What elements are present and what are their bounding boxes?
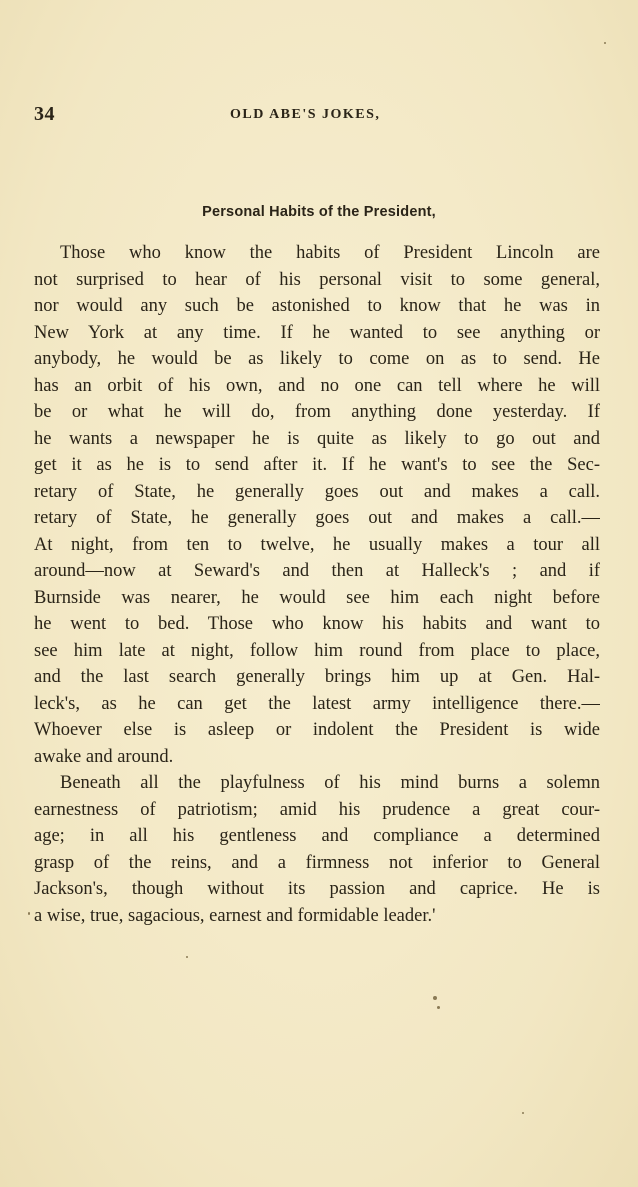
text-line: not surprised to hear of his personal visit to some general,: [34, 269, 600, 290]
running-head: OLD ABE'S JOKES,: [230, 107, 381, 122]
text-line: and the last search generally brings him up at Gen. Hal-: [34, 667, 600, 687]
body-text: [34, 240, 600, 929]
page-header: [34, 103, 604, 129]
text-line: age; in all his gentleness and compliance a determined: [34, 826, 600, 846]
text-line: Beneath all the playfulness of his mind burns a solemn: [60, 773, 600, 793]
text-line: a wise, true, sagacious, earnest and formidable leader.': [34, 905, 436, 926]
text-line: awake and around.: [34, 746, 174, 767]
text-line: earnestness of patriotism; amid his prudence a great cour-: [34, 799, 600, 820]
text-line: Those who know the habits of President Lincoln are: [60, 243, 600, 263]
scan-speck: [433, 996, 437, 1000]
paragraph-2: [34, 770, 600, 929]
scan-speck: [437, 1006, 440, 1009]
scan-speck: [604, 42, 606, 44]
scan-speck: [522, 1112, 524, 1114]
text-line: At night, from ten to twelve, he usually makes a tour all: [34, 534, 600, 555]
text-line: Whoever else is asleep or indolent the President is wide: [34, 720, 600, 740]
page-number: 34: [34, 103, 55, 125]
text-line: New York at any time. If he wanted to see anything or: [34, 322, 600, 343]
scan-speck: [186, 956, 188, 958]
text-line: he wants a newspaper he is quite as likely to go out and: [34, 428, 600, 449]
text-line: anybody, he would be as likely to come on as to send. He: [34, 349, 600, 369]
text-line: Burnside was nearer, he would see him each night before: [34, 587, 600, 608]
text-line: he went to bed. Those who know his habits and want to: [34, 614, 600, 634]
scan-speck: [28, 912, 30, 915]
text-line: grasp of the reins, and a firmness not inferior to General: [34, 852, 600, 873]
text-line: be or what he will do, from anything done yesterday. If: [34, 402, 600, 422]
text-line: leck's, as he can get the latest army intelligence there.—: [34, 693, 600, 714]
paragraph-1: [34, 240, 600, 770]
text-line: nor would any such be astonished to know that he was in: [34, 296, 600, 316]
text-line: get it as he is to send after it. If he want's to see the Sec-: [34, 455, 600, 475]
section-title: Personal Habits of the President,: [202, 204, 436, 220]
text-line: retary of State, he generally goes out and makes a call.: [34, 481, 600, 502]
text-line: has an orbit of his own, and no one can tell where he will: [34, 375, 600, 396]
text-line: around—now at Seward's and then at Halleck's ; and if: [34, 561, 600, 581]
text-line: see him late at night, follow him round from place to place,: [34, 640, 600, 661]
text-line: retary of State, he generally goes out and makes a call.—: [34, 508, 600, 528]
text-line: Jackson's, though without its passion and caprice. He is: [34, 879, 600, 899]
